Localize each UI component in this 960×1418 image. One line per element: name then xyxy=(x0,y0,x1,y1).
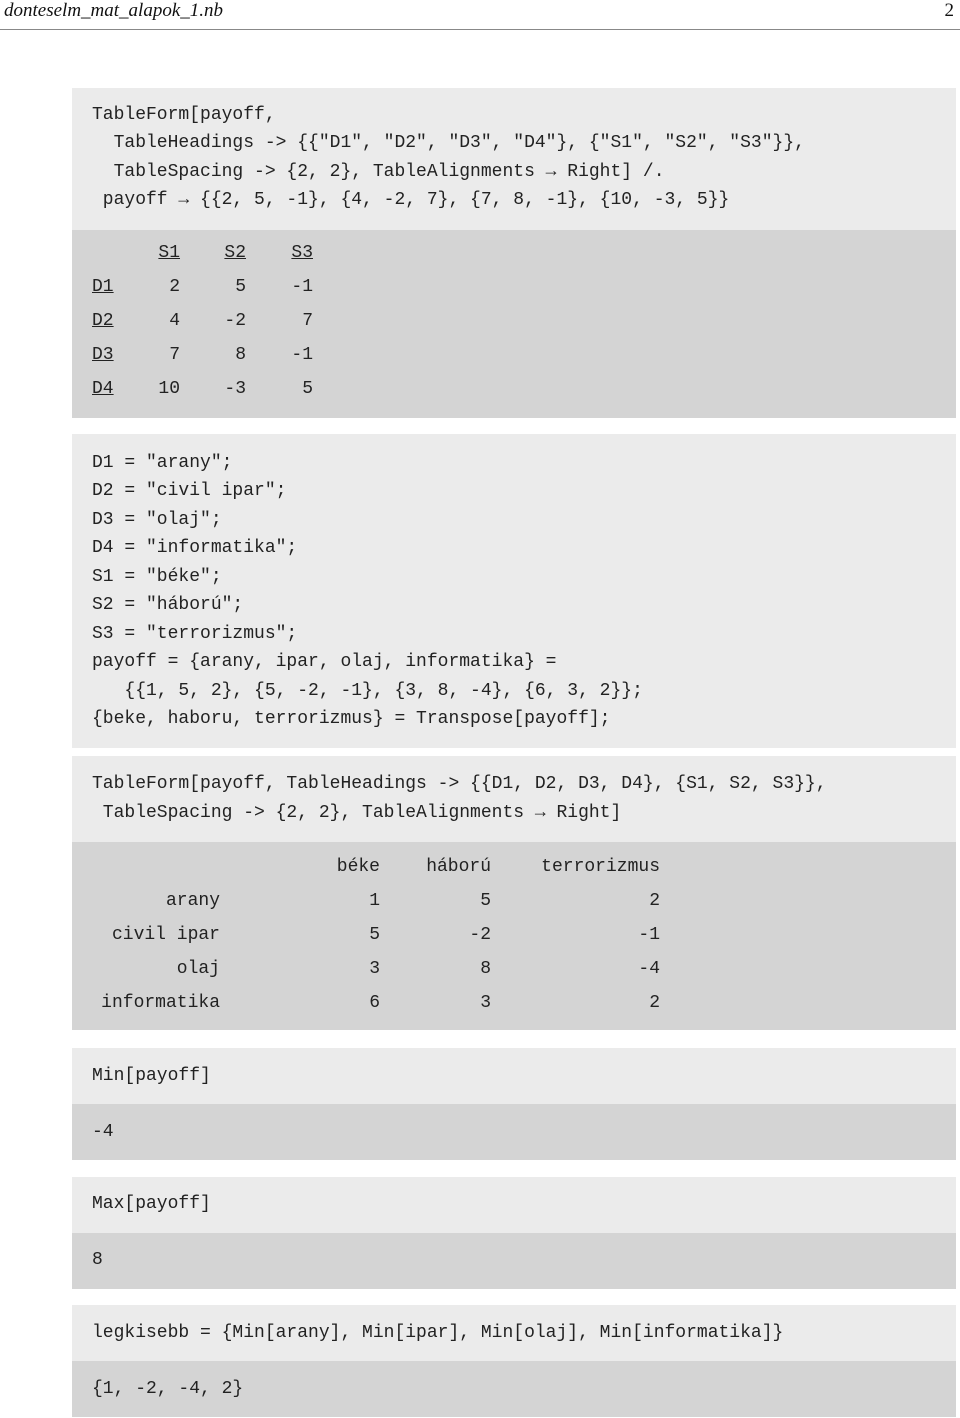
input-line: {{1, 5, 2}, {5, -2, -1}, {3, 8, -4}, {6, 3, 2}}; xyxy=(92,681,643,701)
table-cell: 4 xyxy=(169,311,180,331)
row-header: arany xyxy=(165,891,220,911)
input-cell-1[interactable] xyxy=(72,88,956,230)
input-line: TableSpacing -> {2, 2}, TableAlignments → Right] xyxy=(92,803,622,823)
input-line: S3 = "terrorizmus"; xyxy=(92,624,298,644)
row-header: D3 xyxy=(92,345,114,365)
table-cell: 1 xyxy=(369,891,380,911)
header-rule xyxy=(0,29,960,30)
input-line: {beke, haboru, terrorizmus} = Transpose[payoff]; xyxy=(92,709,611,729)
input-line: payoff → {{2, 5, -1}, {4, -2, 7}, {7, 8, -1}, {10, -3, 5}} xyxy=(92,190,730,210)
input-line: D4 = "informatika"; xyxy=(92,538,298,558)
table-cell: 2 xyxy=(649,891,660,911)
row-header: olaj xyxy=(176,959,220,979)
table-cell: 3 xyxy=(369,959,380,979)
input-line: TableHeadings -> {{"D1", "D2", "D3", "D4"}, {"S1", "S2", "S3"}}, xyxy=(92,133,805,153)
input-line: legkisebb = {Min[arany], Min[ipar], Min[olaj], Min[informatika]} xyxy=(92,1323,784,1343)
table-cell: 8 xyxy=(235,345,246,365)
output-value: 8 xyxy=(92,1250,103,1270)
row-header: D4 xyxy=(92,379,114,399)
table-cell: -2 xyxy=(224,311,246,331)
input-line: Min[payoff] xyxy=(92,1066,211,1086)
row-header: civil ipar xyxy=(111,925,220,945)
col-header: háború xyxy=(426,857,491,877)
table-cell: 5 xyxy=(480,891,491,911)
table-cell: 10 xyxy=(158,379,180,399)
table-cell: -1 xyxy=(291,345,313,365)
table-cell: 7 xyxy=(302,311,313,331)
table-cell: 8 xyxy=(480,959,491,979)
output-table xyxy=(72,842,956,1030)
input-cell-6[interactable] xyxy=(72,1305,956,1361)
table-cell: 3 xyxy=(480,993,491,1013)
input-line: S2 = "háború"; xyxy=(92,595,244,615)
table-cell: -1 xyxy=(638,925,660,945)
output-cell-1 xyxy=(72,230,956,418)
input-cell-4[interactable] xyxy=(72,1048,956,1104)
input-line: D3 = "olaj"; xyxy=(92,510,222,530)
input-cell-3[interactable] xyxy=(72,756,956,842)
col-header: S1 xyxy=(158,243,180,263)
output-cell-5 xyxy=(72,1233,956,1289)
table-cell: -2 xyxy=(469,925,491,945)
table-cell: 5 xyxy=(302,379,313,399)
table-cell: -3 xyxy=(224,379,246,399)
input-line: TableForm[payoff, TableHeadings -> {{D1, D2, D3, D4}, {S1, S2, S3}}, xyxy=(92,774,827,794)
input-line: S1 = "béke"; xyxy=(92,567,222,587)
table-cell: -1 xyxy=(291,277,313,297)
table-cell: 7 xyxy=(169,345,180,365)
row-header: informatika xyxy=(101,993,220,1013)
input-cell-2[interactable] xyxy=(72,434,956,748)
output-value: -4 xyxy=(92,1122,114,1142)
output-table xyxy=(72,230,956,418)
table-cell: -4 xyxy=(638,959,660,979)
col-header: S2 xyxy=(224,243,246,263)
notebook-filename: donteselm_mat_alapok_1.nb xyxy=(4,0,224,21)
col-header: terrorizmus xyxy=(541,857,660,877)
table-cell: 2 xyxy=(649,993,660,1013)
input-cell-5[interactable] xyxy=(72,1177,956,1233)
page-number: 2 xyxy=(944,0,954,21)
col-header: S3 xyxy=(291,243,313,263)
row-header: D1 xyxy=(92,277,114,297)
input-line: Max[payoff] xyxy=(92,1194,211,1214)
input-line: TableForm[payoff, xyxy=(92,105,276,125)
table-cell: 2 xyxy=(169,277,180,297)
table-cell: 6 xyxy=(369,993,380,1013)
output-value: {1, -2, -4, 2} xyxy=(92,1379,244,1399)
row-header: D2 xyxy=(92,311,114,331)
input-line: payoff = {arany, ipar, olaj, informatika} = xyxy=(92,652,557,672)
output-cell-6 xyxy=(72,1361,956,1417)
input-line: D2 = "civil ipar"; xyxy=(92,481,287,501)
table-cell: 5 xyxy=(369,925,380,945)
col-header: béke xyxy=(336,857,380,877)
input-line: D1 = "arany"; xyxy=(92,453,233,473)
output-cell-4 xyxy=(72,1104,956,1160)
table-cell: 5 xyxy=(235,277,246,297)
input-line: TableSpacing -> {2, 2}, TableAlignments → Right] /. xyxy=(92,162,665,182)
output-cell-3 xyxy=(72,842,956,1030)
